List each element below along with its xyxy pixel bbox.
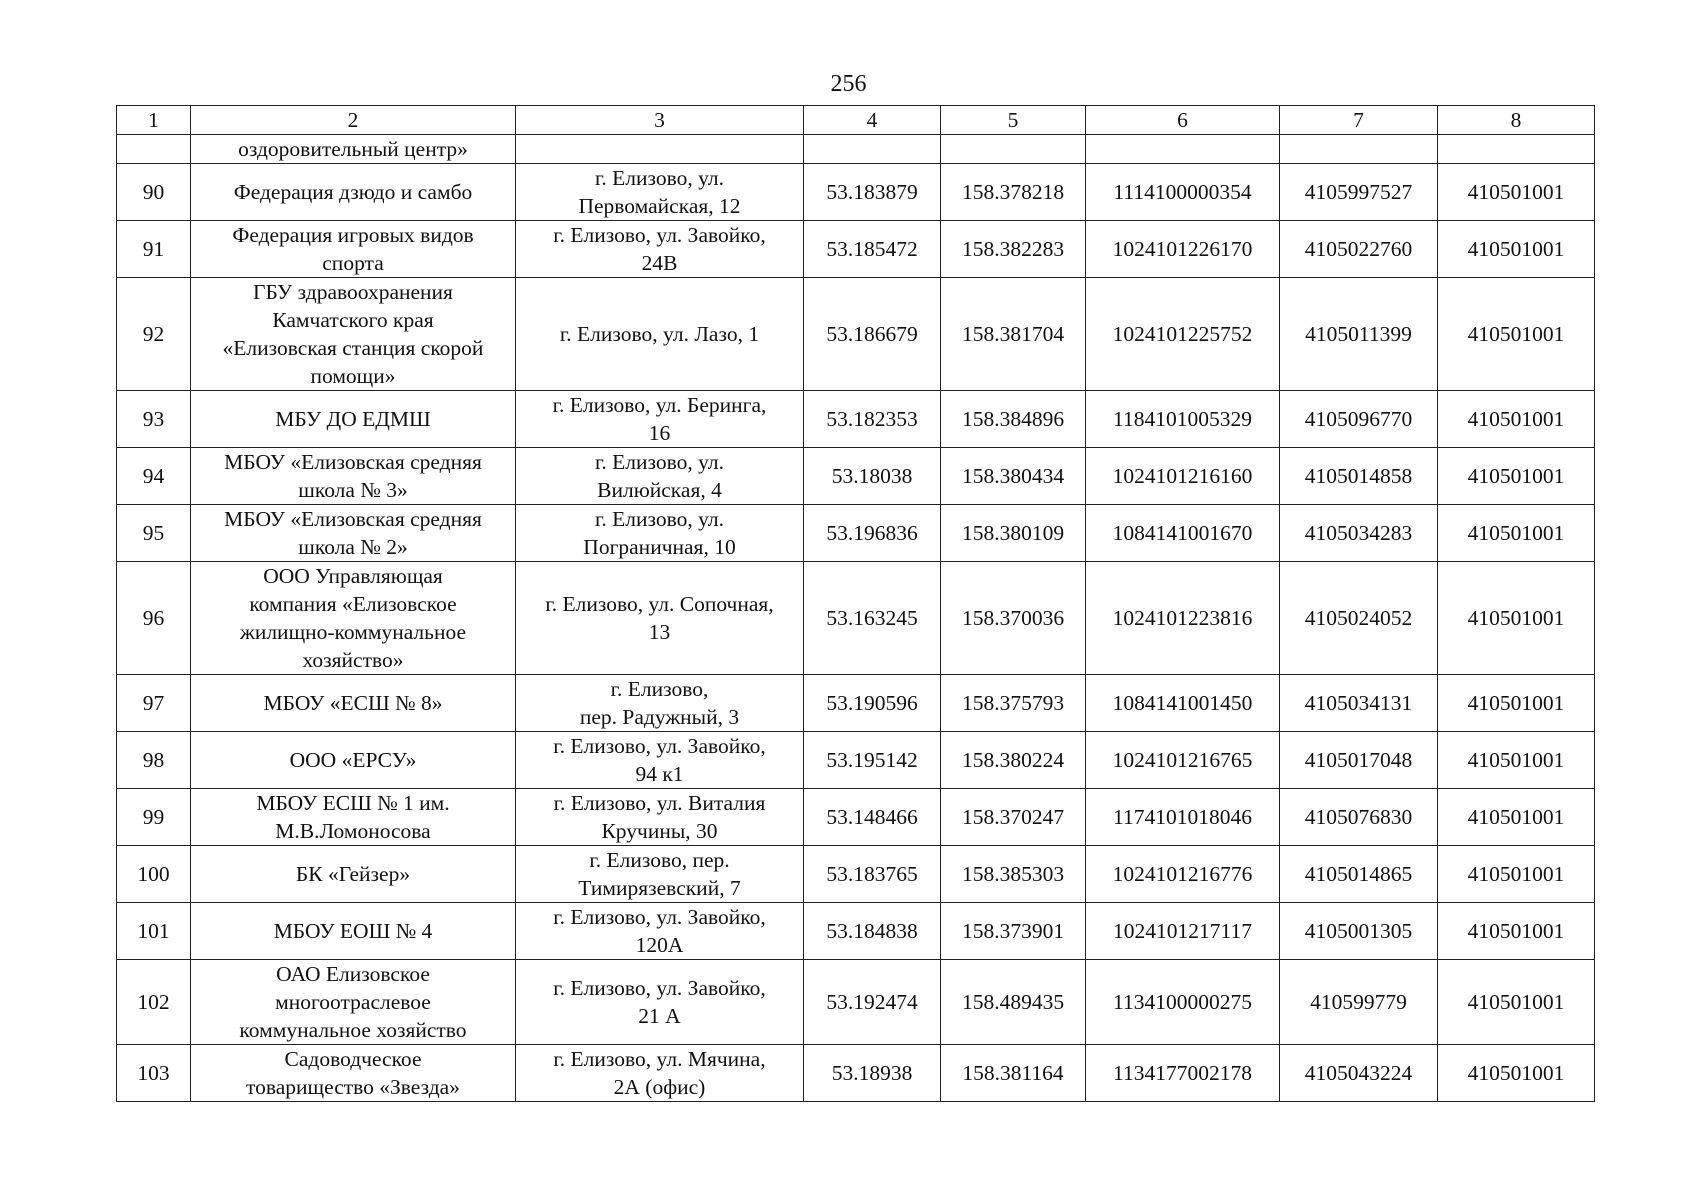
table-row: [117, 789, 1595, 846]
table-cell: 410501001: [1438, 448, 1595, 505]
table-cell: 1024101216776: [1086, 846, 1280, 903]
table-row: [117, 505, 1595, 562]
table-cell: 410501001: [1438, 846, 1595, 903]
table-cell: 410501001: [1438, 221, 1595, 278]
table-cell: 99: [117, 789, 191, 846]
table-cell: 53.190596: [804, 675, 941, 732]
table-cell: МБУ ДО ЕДМШ: [191, 391, 516, 448]
data-table: [116, 105, 1595, 1102]
table-cell: г. Елизово, пер. Тимирязевский, 7: [516, 846, 804, 903]
table-cell: 53.183879: [804, 164, 941, 221]
table-cell: 1024101226170: [1086, 221, 1280, 278]
table-cell: 4105034283: [1280, 505, 1438, 562]
table-cell: [804, 135, 941, 164]
table-cell: 158.489435: [941, 960, 1086, 1045]
table-cell: 97: [117, 675, 191, 732]
table-row: [117, 732, 1595, 789]
table-cell: 158.380109: [941, 505, 1086, 562]
table-cell: 53.18038: [804, 448, 941, 505]
table-row: [117, 675, 1595, 732]
table-cell: г. Елизово, ул. Первомайская, 12: [516, 164, 804, 221]
table-cell: 410501001: [1438, 391, 1595, 448]
table-cell: 91: [117, 221, 191, 278]
table-cell: Садоводческое товарищество «Звезда»: [191, 1045, 516, 1102]
table-cell: [941, 135, 1086, 164]
table-cell: 53.185472: [804, 221, 941, 278]
table-cell: г. Елизово, ул. Сопочная, 13: [516, 562, 804, 675]
table-cell: 1134177002178: [1086, 1045, 1280, 1102]
table-cell: 1024101216765: [1086, 732, 1280, 789]
table-cell: 410501001: [1438, 675, 1595, 732]
table-cell: 158.380224: [941, 732, 1086, 789]
table-cell: г. Елизово, ул. Завойко, 120А: [516, 903, 804, 960]
table-cell: 410501001: [1438, 505, 1595, 562]
table-cell: 96: [117, 562, 191, 675]
table-row: [117, 1045, 1595, 1102]
table-row: [117, 903, 1595, 960]
table-cell: 1084141001670: [1086, 505, 1280, 562]
table-cell: г. Елизово, ул. Беринга, 16: [516, 391, 804, 448]
table-cell: г. Елизово, ул. Завойко, 21 А: [516, 960, 804, 1045]
table-cell: [1086, 135, 1280, 164]
table-cell: 410501001: [1438, 562, 1595, 675]
table-cell: 4105014865: [1280, 846, 1438, 903]
table-body: [117, 106, 1595, 1102]
table-cell: 4105997527: [1280, 164, 1438, 221]
table-cell: 1024101225752: [1086, 278, 1280, 391]
table-cell: 103: [117, 1045, 191, 1102]
table-row: [117, 391, 1595, 448]
table-cell: 4105076830: [1280, 789, 1438, 846]
table-cell: 4105011399: [1280, 278, 1438, 391]
table-cell: 1174101018046: [1086, 789, 1280, 846]
table-row: [117, 960, 1595, 1045]
table-cell: [516, 135, 804, 164]
table-cell: МБОУ «Елизовская средняя школа № 3»: [191, 448, 516, 505]
table-cell: [1280, 135, 1438, 164]
table-cell: 53.195142: [804, 732, 941, 789]
table-cell: 158.380434: [941, 448, 1086, 505]
table-cell: 410501001: [1438, 1045, 1595, 1102]
table-row: [117, 278, 1595, 391]
table-cell: 410501001: [1438, 732, 1595, 789]
table-cell: 410501001: [1438, 903, 1595, 960]
table-row: [117, 164, 1595, 221]
table-cell: ООО Управляющая компания «Елизовское жилищно-коммунальное хозяйство»: [191, 562, 516, 675]
table-row: [117, 562, 1595, 675]
table-cell: 158.381704: [941, 278, 1086, 391]
header-cell: 4: [804, 106, 941, 135]
table-cell: 53.183765: [804, 846, 941, 903]
table-cell: 158.370036: [941, 562, 1086, 675]
table-cell: 102: [117, 960, 191, 1045]
table-cell: 53.163245: [804, 562, 941, 675]
table-cell: 98: [117, 732, 191, 789]
table-cell: 100: [117, 846, 191, 903]
table-cell: 53.18938: [804, 1045, 941, 1102]
table-cell: ОАО Елизовское многоотраслевое коммунальное хозяйство: [191, 960, 516, 1045]
table-cell: 53.148466: [804, 789, 941, 846]
table-cell: 1024101217117: [1086, 903, 1280, 960]
table-cell: 158.375793: [941, 675, 1086, 732]
table-row: [117, 846, 1595, 903]
table-cell: оздоровительный центр»: [191, 135, 516, 164]
table-cell: МБОУ ЕОШ № 4: [191, 903, 516, 960]
header-cell: 6: [1086, 106, 1280, 135]
table-cell: 410501001: [1438, 278, 1595, 391]
table-cell: 1024101223816: [1086, 562, 1280, 675]
header-cell: 8: [1438, 106, 1595, 135]
table-cell: г. Елизово, ул. Вилюйская, 4: [516, 448, 804, 505]
header-cell: 7: [1280, 106, 1438, 135]
table-cell: 4105034131: [1280, 675, 1438, 732]
header-cell: 2: [191, 106, 516, 135]
table-cell: 4105096770: [1280, 391, 1438, 448]
table-cell: МБОУ «ЕСШ № 8»: [191, 675, 516, 732]
table-cell: 4105043224: [1280, 1045, 1438, 1102]
table-cell: 410599779: [1280, 960, 1438, 1045]
table-cell: 1114100000354: [1086, 164, 1280, 221]
table-cell: г. Елизово, ул. Завойко, 94 к1: [516, 732, 804, 789]
table-cell: [1438, 135, 1595, 164]
table-cell: 1134100000275: [1086, 960, 1280, 1045]
table-cell: 90: [117, 164, 191, 221]
table-cell: 4105014858: [1280, 448, 1438, 505]
table-cell: 1024101216160: [1086, 448, 1280, 505]
table-cell: Федерация дзюдо и самбо: [191, 164, 516, 221]
table-cell: 53.184838: [804, 903, 941, 960]
header-cell: 3: [516, 106, 804, 135]
table-cell: МБОУ «Елизовская средняя школа № 2»: [191, 505, 516, 562]
table-cell: 4105017048: [1280, 732, 1438, 789]
table-cell: 158.385303: [941, 846, 1086, 903]
table-cell: 93: [117, 391, 191, 448]
table-cell: 92: [117, 278, 191, 391]
table-cell: 95: [117, 505, 191, 562]
table-cell: г. Елизово, пер. Радужный, 3: [516, 675, 804, 732]
table-cell: 158.373901: [941, 903, 1086, 960]
table-cell: 53.182353: [804, 391, 941, 448]
table-cell: 158.382283: [941, 221, 1086, 278]
table-cell: 158.381164: [941, 1045, 1086, 1102]
table-cell: г. Елизово, ул. Лазо, 1: [516, 278, 804, 391]
table-cell: ООО «ЕРСУ»: [191, 732, 516, 789]
table-cell: [117, 135, 191, 164]
table-cell: г. Елизово, ул. Пограничная, 10: [516, 505, 804, 562]
table-row: [117, 448, 1595, 505]
table-cell: Федерация игровых видов спорта: [191, 221, 516, 278]
page-number: 256: [830, 71, 867, 97]
table-cell: 4105024052: [1280, 562, 1438, 675]
table-cell: 410501001: [1438, 164, 1595, 221]
table-cell: 410501001: [1438, 789, 1595, 846]
table-cell: ГБУ здравоохранения Камчатского края «Елизовская станция скорой помощи»: [191, 278, 516, 391]
table-cell: 1084141001450: [1086, 675, 1280, 732]
table-cell: 53.186679: [804, 278, 941, 391]
table-cell: 94: [117, 448, 191, 505]
table-cell: 410501001: [1438, 960, 1595, 1045]
table-cell: 158.370247: [941, 789, 1086, 846]
table-cell: 101: [117, 903, 191, 960]
table-cell: 4105001305: [1280, 903, 1438, 960]
header-cell: 5: [941, 106, 1086, 135]
table-cell: 53.192474: [804, 960, 941, 1045]
table-cell: БК «Гейзер»: [191, 846, 516, 903]
table-cell: г. Елизово, ул. Виталия Кручины, 30: [516, 789, 804, 846]
table-cell: 1184101005329: [1086, 391, 1280, 448]
table-cell: 158.384896: [941, 391, 1086, 448]
table-cell: 53.196836: [804, 505, 941, 562]
table-cell: 158.378218: [941, 164, 1086, 221]
header-row: [117, 106, 1595, 135]
header-cell: 1: [117, 106, 191, 135]
table-row: [117, 221, 1595, 278]
table-cell: МБОУ ЕСШ № 1 им. М.В.Ломоносова: [191, 789, 516, 846]
continuation-row: [117, 135, 1595, 164]
table-cell: 4105022760: [1280, 221, 1438, 278]
table-cell: г. Елизово, ул. Мячина, 2А (офис): [516, 1045, 804, 1102]
table-cell: г. Елизово, ул. Завойко, 24В: [516, 221, 804, 278]
